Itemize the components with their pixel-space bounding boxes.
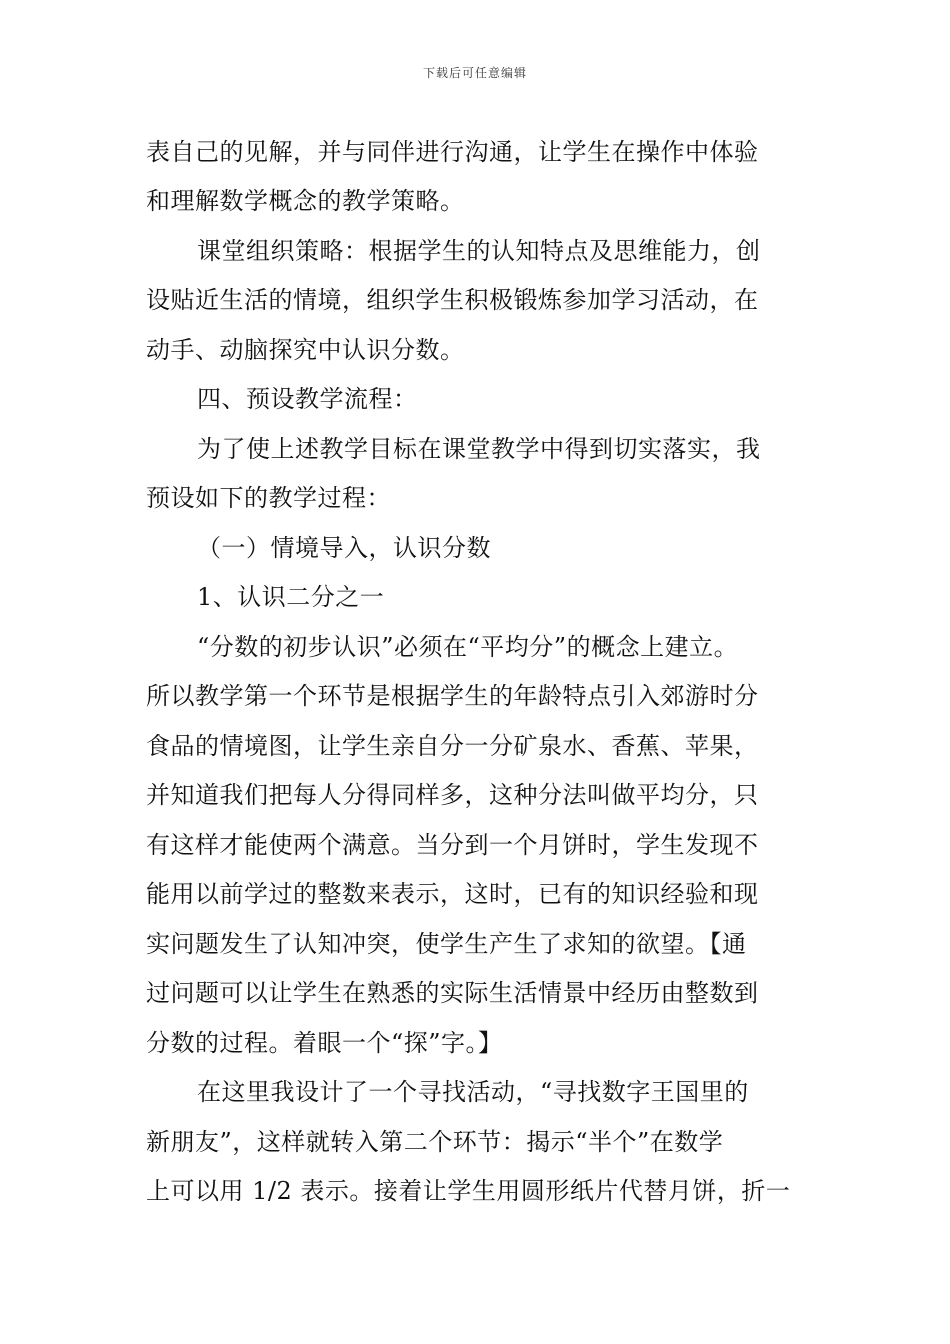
- body-line: 能用以前学过的整数来表示，这时，已有的知识经验和现: [146, 880, 759, 908]
- body-line: “分数的初步认识”必须在“平均分”的概念上建立。: [197, 633, 739, 661]
- body-line: 课堂组织策略：根据学生的认知特点及思维能力，创: [197, 237, 761, 265]
- body-line: 动手、动脑探究中认识分数。: [146, 336, 465, 364]
- body-line: 过问题可以让学生在熟悉的实际生活情景中经历由整数到: [146, 979, 759, 1007]
- body-line: 食品的情境图，让学生亲自分一分矿泉水、香蕉、苹果，: [146, 732, 759, 760]
- body-line: 并知道我们把每人分得同样多，这种分法叫做平均分，只: [146, 781, 759, 809]
- section-heading: 四、预设教学流程：: [197, 385, 418, 413]
- body-line: 实问题发生了认知冲突，使学生产生了求知的欲望。【通: [146, 930, 747, 958]
- body-line: 为了使上述教学目标在课堂教学中得到切实落实，我: [197, 435, 761, 463]
- body-line: 预设如下的教学过程：: [146, 484, 391, 512]
- body-line: 有这样才能使两个满意。当分到一个月饼时，学生发现不: [146, 831, 759, 859]
- body-line: 所以教学第一个环节是根据学生的年龄特点引入郊游时分: [146, 682, 759, 710]
- body-line: 设贴近生活的情境，组织学生积极锻炼参加学习活动，在: [146, 286, 759, 314]
- subsection-heading: 1、认识二分之一: [197, 583, 385, 611]
- body-line: 表自己的见解，并与同伴进行沟通，让学生在操作中体验: [146, 138, 759, 166]
- body-line: 上可以用 1/2 表示。接着让学生用圆形纸片代替月饼，折一: [146, 1177, 791, 1205]
- body-line: 分数的过程。着眼一个“探”字。】: [146, 1029, 503, 1057]
- body-line: 在这里我设计了一个寻找活动，“寻找数字王国里的: [197, 1078, 749, 1106]
- body-line: 和理解数学概念的教学策略。: [146, 187, 465, 215]
- body-line: 新朋友”，这样就转入第二个环节：揭示“半个”在数学: [146, 1128, 724, 1156]
- page-header: 下载后可任意编辑: [422, 66, 527, 80]
- subsection-heading: （一）情境导入，认识分数: [197, 534, 491, 562]
